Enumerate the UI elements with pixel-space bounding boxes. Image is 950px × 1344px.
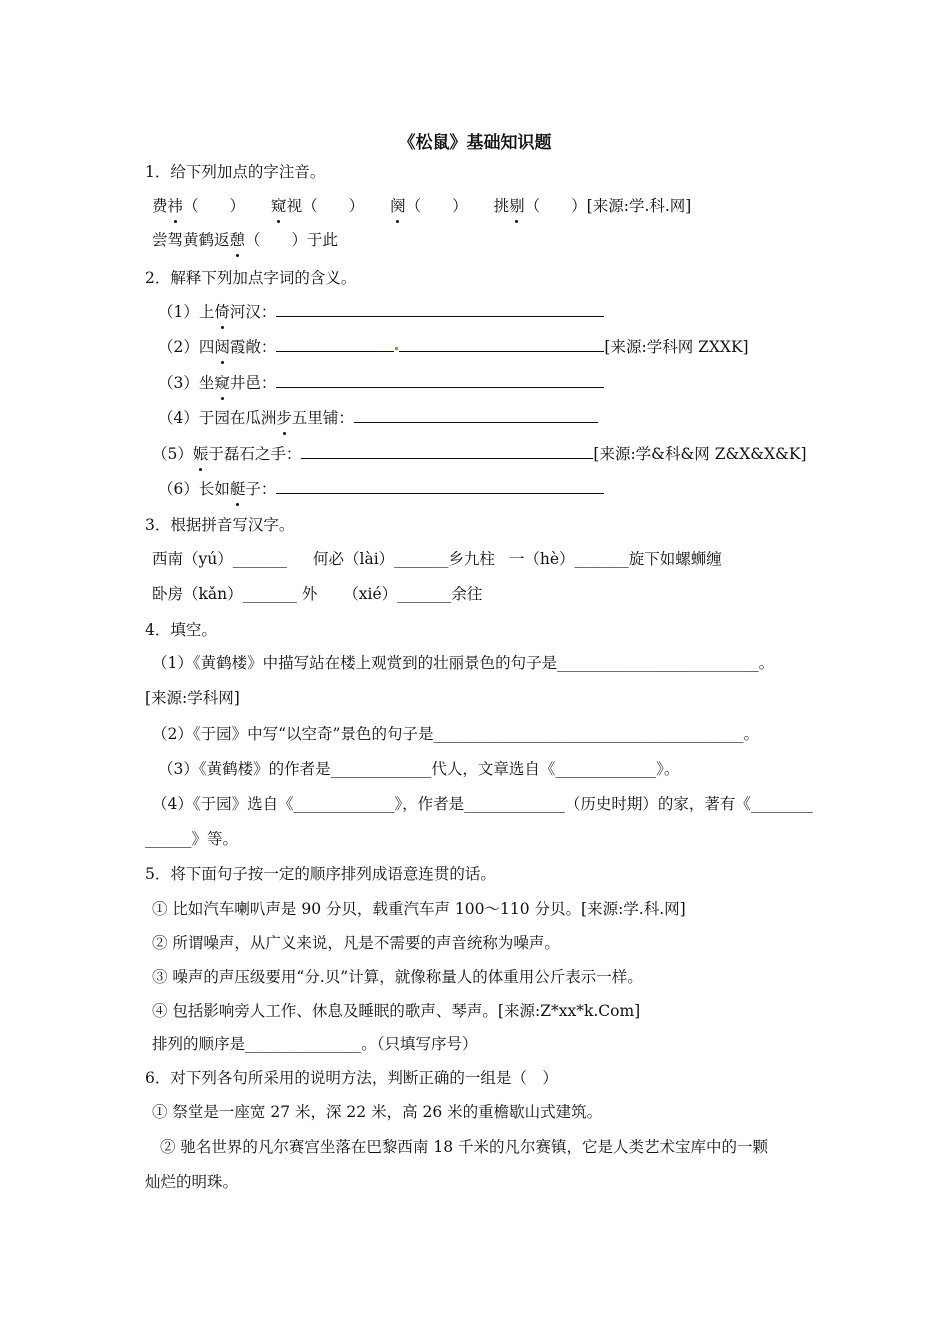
- dotted-char: 剔: [509, 197, 525, 215]
- q2-item-3: （3）坐窥井邑：: [158, 372, 604, 393]
- source-note: [来源:学科网]: [145, 689, 240, 707]
- answer-blank: [399, 336, 604, 352]
- q5-sentence-2: ② 所谓噪声，从广义来说，凡是不需要的声音统称为噪声。: [152, 934, 560, 952]
- dotted-char: 憩: [229, 231, 246, 249]
- dotted-char: 娠: [192, 445, 209, 463]
- answer-blank: [276, 372, 604, 388]
- q4-line-4: （4）《于园》选自《_____________》，作者是_____________（历史时期）的家，著有《________: [152, 795, 813, 813]
- q4-line-1: （1）《黄鹤楼》中描写站在楼上观赏到的壮丽景色的句子是__________________________。: [152, 654, 775, 672]
- q6-sentence-1: ① 祭堂是一座宽 27 米，深 22 米，高 26 米的重檐歇山式建筑。: [152, 1103, 603, 1121]
- q4-line-3: （3）《黄鹤楼》的作者是_____________代人，文章选自《_____________》。: [158, 760, 680, 778]
- q1-heading: 1．给下列加点的字注音。: [145, 163, 326, 181]
- q1-row2: 尝驾黄鹤返憩（ ）于此: [152, 231, 339, 249]
- answer-blank: [301, 443, 593, 459]
- answer-blank: [276, 478, 604, 494]
- q6-sentence-2-cont: 灿烂的明珠。: [145, 1173, 239, 1191]
- q4-heading: 4．填空。: [145, 621, 217, 639]
- q4-line-5: ______》等。: [145, 830, 239, 848]
- dotted-char: 祎: [167, 197, 184, 215]
- source-note: [来源:学科网 ZXXK]: [604, 338, 749, 356]
- q1-row1: 费祎（ ） 窥视（ ） 阕（ ） 挑剔（ ）[来源:学.科.网]: [152, 197, 692, 215]
- q2-item-5: （5）娠于磊石之手： [来源:学&科&网 Z&X&X&K]: [152, 445, 807, 463]
- answer-blank: [276, 301, 604, 317]
- document-title: 《松鼠》基础知识题: [398, 133, 552, 153]
- q4-line-2: （2）《于园》中写“以空奇”景色的句子是________________________________________。: [152, 725, 759, 743]
- q6-sentence-2: ② 驰名世界的凡尔赛宫坐落在巴黎西南 18 千米的凡尔赛镇，它是人类艺术宝库中的一颗: [160, 1138, 769, 1156]
- q3-heading: 3．根据拼音写汉字。: [145, 516, 295, 534]
- answer-blank: [354, 407, 598, 423]
- q2-item-1: （1）上倚河汉：: [158, 301, 604, 322]
- q5-order: 排列的顺序是_______________。（只填写序号）: [152, 1035, 478, 1053]
- dotted-char: 窥: [214, 374, 230, 392]
- answer-blank: [276, 336, 394, 352]
- dotted-char: 闼: [214, 338, 230, 356]
- q3-row2: 卧房（kǎn）_______ 外 （xié）_______余往: [152, 585, 483, 603]
- dotted-char: 窥: [271, 197, 287, 215]
- q6-heading: 6．对下列各句所采用的说明方法，判断正确的一组是（ ）: [145, 1069, 558, 1087]
- q2-heading: 2．解释下列加点字词的含义。: [145, 269, 357, 287]
- q5-sentence-4: ④ 包括影响旁人工作、休息及睡眠的歌声、琴声。[来源:Z*xx*k.Com]: [152, 1002, 641, 1020]
- dotted-char: 步: [276, 409, 292, 427]
- dotted-char: 倚: [214, 303, 230, 321]
- source-note: [来源:学&科&网 Z&X&X&K]: [593, 445, 807, 463]
- source-note: [来源:学.科.网]: [586, 197, 692, 215]
- q5-heading: 5．将下面句子按一定的顺序排列成语意连贯的话。: [145, 865, 496, 883]
- q2-item-4: （4）于园在瓜洲步五里铺：: [158, 407, 598, 428]
- q3-row1: 西南（yú）_______ 何必（lài）_______乡九柱 一（hè）_______旋下如螺蛳缠: [152, 550, 722, 568]
- q5-sentence-1: ① 比如汽车喇叭声是 90 分贝，载重汽车声 100～110 分贝。[来源:学.科.网]: [152, 900, 686, 918]
- dotted-char: 艇: [229, 480, 246, 498]
- q2-item-6: （6）长如艇子：: [158, 478, 604, 499]
- q2-item-2: （2）四闼霞敞： [来源:学科网 ZXXK]: [158, 338, 749, 356]
- q5-sentence-3: ③ 噪声的声压级要用“分.贝”计算，就像称量人的体重用公斤表示一样。: [152, 968, 643, 986]
- dotted-char: 阕: [390, 197, 406, 215]
